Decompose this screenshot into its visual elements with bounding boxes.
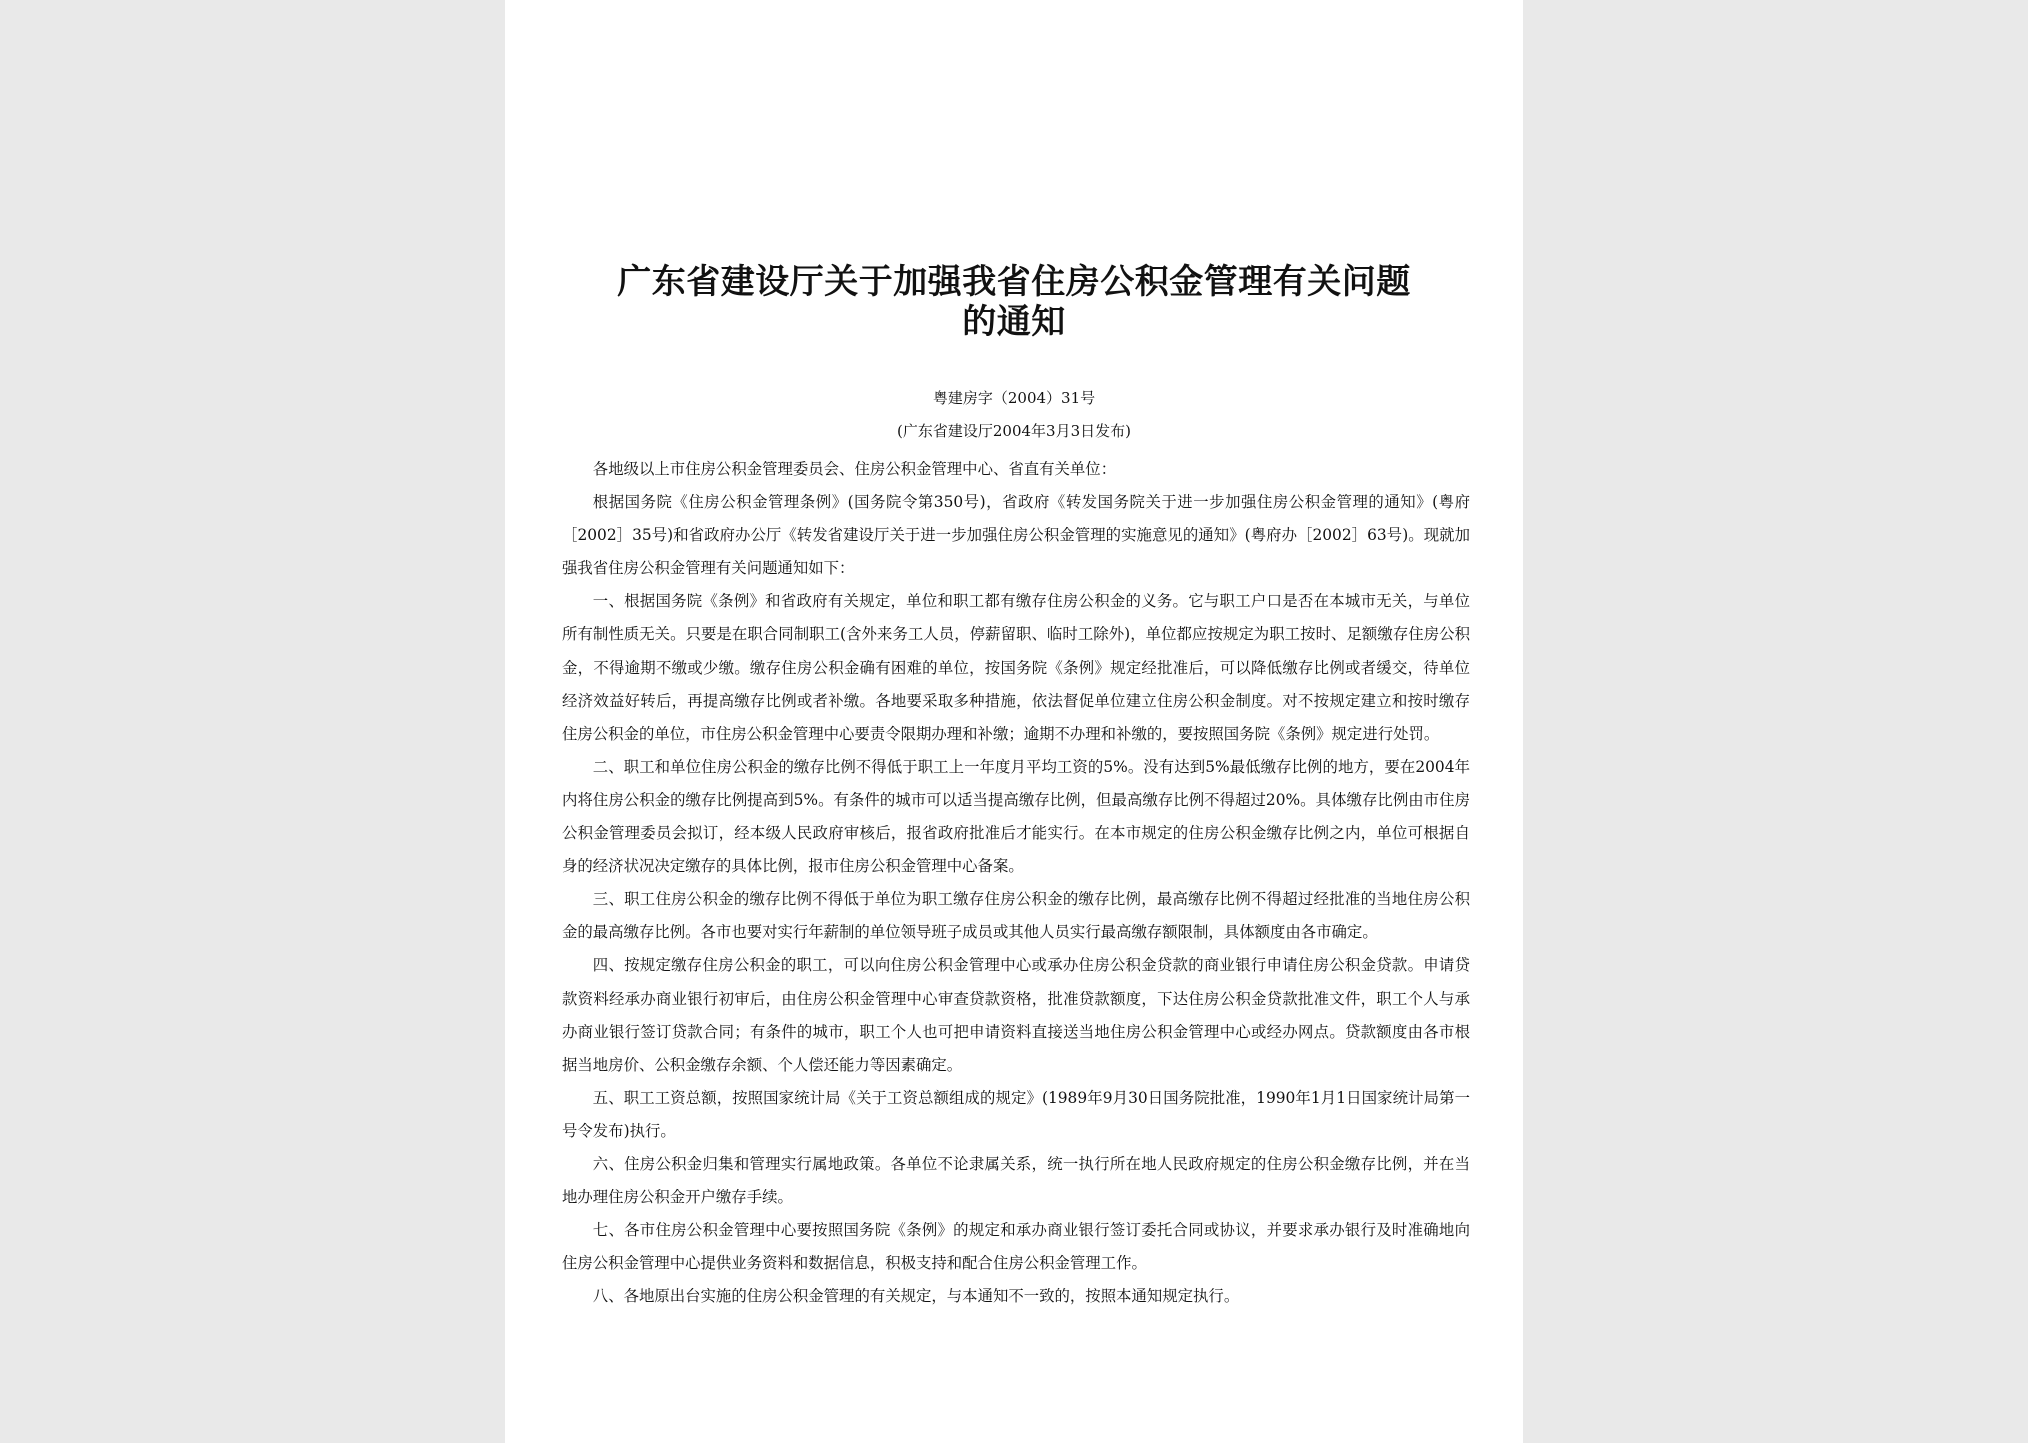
document-title bbox=[505, 262, 1523, 342]
paragraph-preamble: 根据国务院《住房公积金管理条例》(国务院令第350号)，省政府《转发国务院关于进一步加强住房公积金管理的通知》(粤府［2002］35号)和省政府办公厅《转发省建设厅关于进一步加强住房公积金管理的实施意见的通知》(粤府办［2002］63号)。现就加强我省住房公积金管理有关问题通知如下： bbox=[562, 493, 1470, 578]
paragraph-item-2: 二、职工和单位住房公积金的缴存比例不得低于职工上一年度月平均工资的5%。没有达到5%最低缴存比例的地方，要在2004年内将住房公积金的缴存比例提高到5%。有条件的城市可以适当提高缴存比例，但最高缴存比例不得超过20%。具体缴存比例由市住房公积金管理委员会拟订，经本级人民政府审核后，报省政府批准后才能实行。在本市规定的住房公积金缴存比例之内，单位可根据自身的经济状况决定缴存的具体比例，报市住房公积金管理中心备案。 bbox=[562, 757, 1470, 876]
paragraph-item-5: 五、职工工资总额，按照国家统计局《关于工资总额组成的规定》(1989年9月30日国务院批准，1990年1月1日国家统计局第一号令发布)执行。 bbox=[562, 1088, 1470, 1140]
paragraph-item-4: 四、按规定缴存住房公积金的职工，可以向住房公积金管理中心或承办住房公积金贷款的商业银行申请住房公积金贷款。申请贷款资料经承办商业银行初审后，由住房公积金管理中心审查贷款资格，批准贷款额度，下达住房公积金贷款批准文件，职工个人与承办商业银行签订贷款合同；有条件的城市，职工个人也可把申请资料直接送当地住房公积金管理中心或经办网点。贷款额度由各市根据当地房价、公积金缴存余额、个人偿还能力等因素确定。 bbox=[562, 956, 1470, 1074]
paragraph-item-1: 一、根据国务院《条例》和省政府有关规定，单位和职工都有缴存住房公积金的义务。它与职工户口是否在本城市无关，与单位所有制性质无关。只要是在职合同制职工(含外来务工人员，停薪留职、临时工除外)，单位都应按规定为职工按时、足额缴存住房公积金，不得逾期不缴或少缴。缴存住房公积金确有困难的单位，按国务院《条例》规定经批准后，可以降低缴存比例或者缓交，待单位经济效益好转后，再提高缴存比例或者补缴。各地要采取多种措施，依法督促单位建立住房公积金制度。对不按规定建立和按时缴存住房公积金的单位，市住房公积金管理中心要责令限期办理和补缴；逾期不办理和补缴的，要按照国务院《条例》规定进行处罚。 bbox=[562, 592, 1470, 743]
paragraph-item-7: 七、各市住房公积金管理中心要按照国务院《条例》的规定和承办商业银行签订委托合同或协议，并要求承办银行及时准确地向住房公积金管理中心提供业务资料和数据信息，积极支持和配合住房公积金管理工作。 bbox=[562, 1221, 1470, 1273]
title-line-2: 的通知 bbox=[962, 302, 1066, 342]
issued-note: (广东省建设厅2004年3月3日发布) bbox=[897, 422, 1131, 440]
document-number: 粤建房字（2004）31号 bbox=[932, 389, 1096, 407]
title-line-1: 广东省建设厅关于加强我省住房公积金管理有关问题 bbox=[617, 262, 1411, 302]
paragraph-addressee: 各地级以上市住房公积金管理委员会、住房公积金管理中心、省直有关单位： bbox=[592, 460, 1117, 478]
paragraph-item-6: 六、住房公积金归集和管理实行属地政策。各单位不论隶属关系，统一执行所在地人民政府规定的住房公积金缴存比例，并在当地办理住房公积金开户缴存手续。 bbox=[562, 1154, 1470, 1207]
document-body bbox=[562, 453, 1470, 1313]
document-page bbox=[505, 0, 1523, 1443]
paragraph-item-8: 八、各地原出台实施的住房公积金管理的有关规定，与本通知不一致的，按照本通知规定执行。 bbox=[592, 1287, 1240, 1306]
paragraph-item-3: 三、职工住房公积金的缴存比例不得低于单位为职工缴存住房公积金的缴存比例，最高缴存比例不得超过经批准的当地住房公积金的最高缴存比例。各市也要对实行年薪制的单位领导班子成员或其他人员实行最高缴存额限制，具体额度由各市确定。 bbox=[562, 890, 1470, 942]
